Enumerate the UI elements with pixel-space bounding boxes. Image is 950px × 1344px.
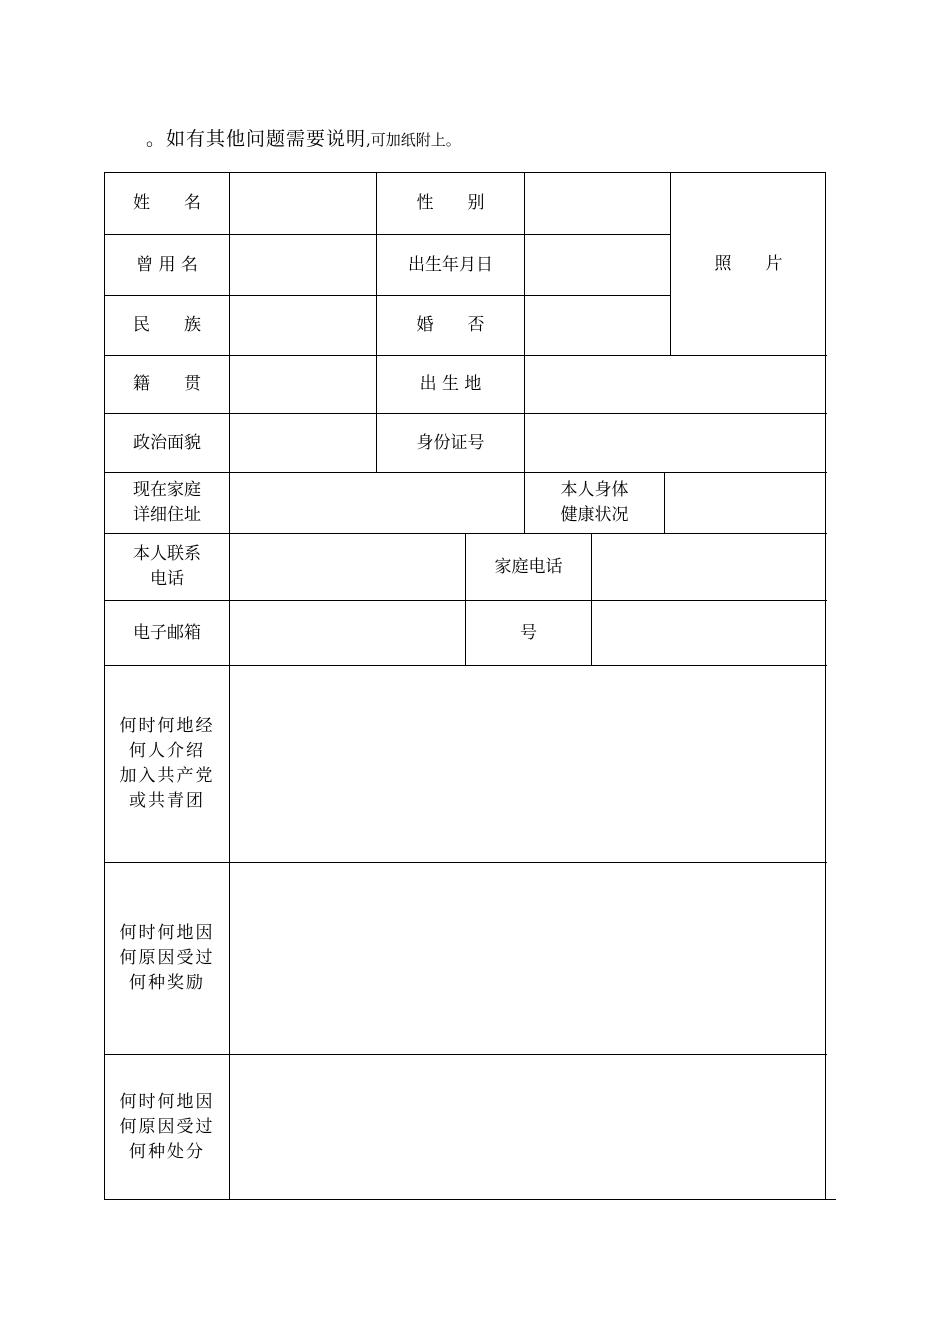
field-political[interactable]: [230, 414, 376, 472]
field-native-place[interactable]: [230, 356, 376, 413]
label-join-party: 何时何地经 何人介绍 加入共产党 或共青团: [119, 716, 215, 811]
label-ethnicity: 民 族: [133, 315, 201, 335]
label-address: 现在家庭 详细住址: [133, 480, 201, 525]
field-former-name[interactable]: [230, 235, 376, 295]
field-health[interactable]: [665, 473, 826, 533]
table-edge-stub: [826, 1199, 836, 1200]
note-main: 。如有其他问题需要说明: [146, 128, 367, 150]
photo-box[interactable]: 照 片: [714, 253, 783, 274]
field-phone[interactable]: [230, 534, 465, 600]
field-birthplace[interactable]: [525, 356, 826, 413]
field-ethnicity[interactable]: [230, 296, 376, 355]
registration-form-table: [104, 172, 826, 1200]
field-marital[interactable]: [525, 296, 670, 355]
field-qq[interactable]: [592, 601, 826, 665]
label-email: 电子邮箱: [133, 622, 201, 643]
field-awards[interactable]: [230, 863, 826, 1054]
label-birth-date: 出生年月日: [408, 254, 493, 275]
label-birthplace: 出 生 地: [419, 374, 482, 394]
label-health: 本人身体 健康状况: [560, 480, 629, 525]
label-name: 姓 名: [133, 193, 201, 213]
label-punishment: 何时何地因 何原因受过 何种处分: [119, 1092, 215, 1162]
label-phone: 本人联系 电话: [133, 544, 201, 589]
field-join-party[interactable]: [230, 666, 826, 862]
field-birth-date[interactable]: [525, 235, 670, 295]
label-qq: 号: [520, 622, 537, 643]
label-native-place: 籍 贯: [133, 374, 201, 394]
label-marital: 婚 否: [416, 315, 485, 335]
field-address[interactable]: [230, 473, 524, 533]
field-name[interactable]: [230, 173, 376, 234]
field-gender[interactable]: [525, 173, 670, 234]
form-note: [146, 124, 461, 151]
label-home-phone: 家庭电话: [494, 556, 563, 577]
field-id-number[interactable]: [525, 414, 826, 472]
label-gender: 性 别: [416, 193, 485, 213]
field-email[interactable]: [230, 601, 465, 665]
field-home-phone[interactable]: [592, 534, 826, 600]
label-former-name: 曾 用 名: [136, 254, 198, 275]
label-political: 政治面貌: [133, 432, 201, 453]
field-punishment[interactable]: [230, 1055, 826, 1200]
note-small: ,可加纸附上。: [366, 131, 461, 149]
label-id-number: 身份证号: [416, 432, 485, 453]
label-awards: 何时何地因 何原因受过 何种奖励: [119, 923, 215, 993]
